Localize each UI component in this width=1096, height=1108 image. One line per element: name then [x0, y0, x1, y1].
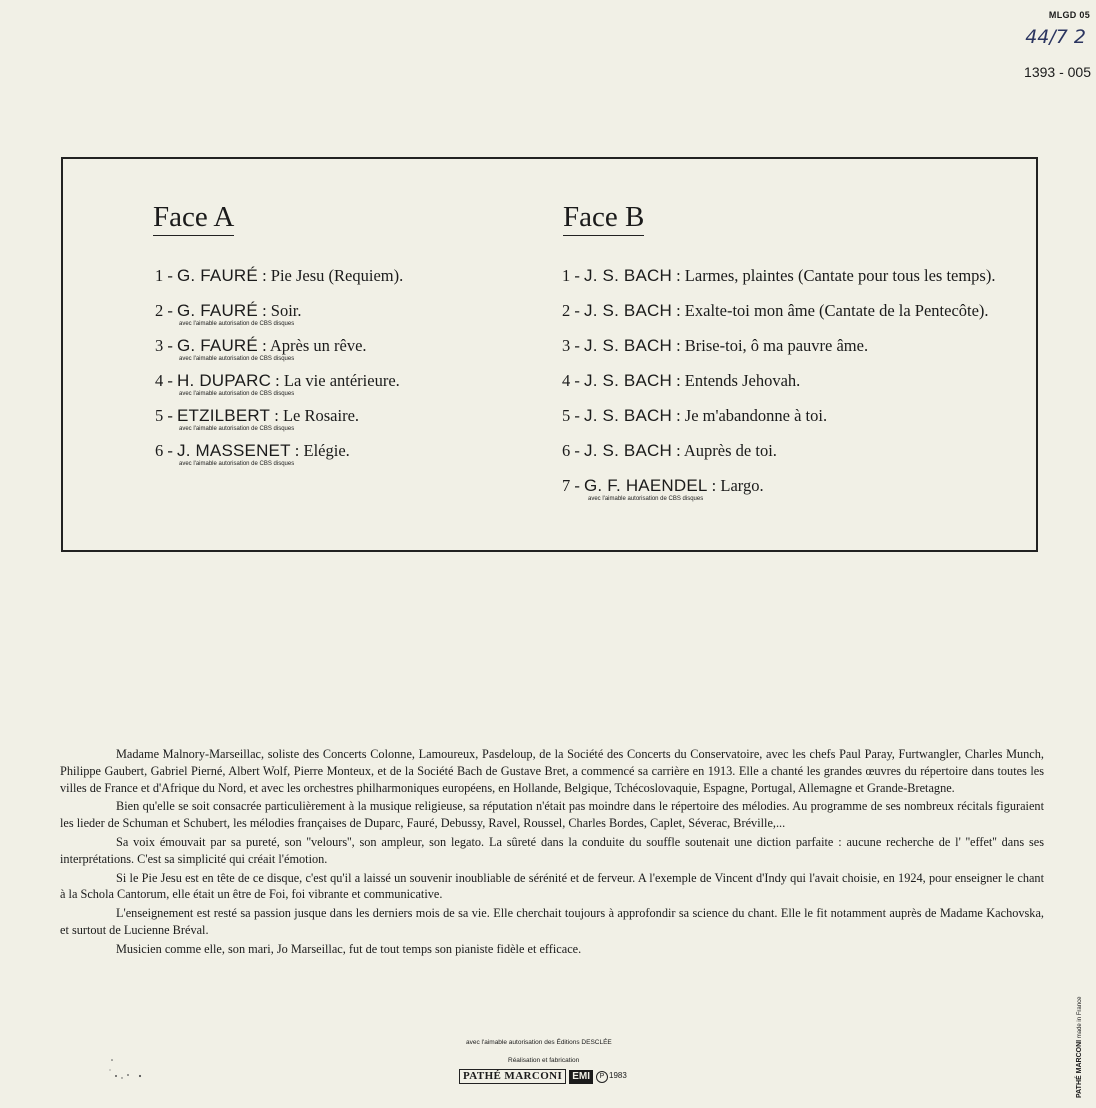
track-title: : La vie antérieure.	[275, 371, 400, 390]
biography-paragraph: Si le Pie Jesu est en tête de ce disque, c'est qu'il a laissé un souvenir inoubliable de sérénité et de ferveur. A l'exemple de Vincent d'Indy qui l'avait choisie, en 1924, pour enseigner le chant à la Schola Cantorum, elle était un être de Foi, foi vibrante et communicative.	[60, 870, 1044, 902]
track-title: : Larmes, plaintes (Cantate pour tous les temps).	[676, 266, 996, 285]
track-line	[155, 441, 403, 461]
track-line	[155, 371, 403, 391]
track-number: 3 -	[562, 336, 580, 355]
side-brand: PATHÉ MARCONI	[1076, 1039, 1083, 1098]
biography-paragraph: Sa voix émouvait par sa pureté, son ''velours'', son ampleur, son legato. La sûreté dans la conduite du souffle soutenait une diction parfaite : aucune recherche de l' ''effet'' dans ses interprétations. C'est sa simplicité qui créait l'émotion.	[60, 834, 1044, 866]
face-a-title: Face A	[153, 202, 234, 236]
label-logos	[459, 1069, 627, 1084]
track-number: 4 -	[562, 371, 580, 390]
track-composer: H. DUPARC	[177, 371, 272, 390]
track-composer: J. S. BACH	[584, 301, 672, 320]
track-line	[562, 441, 995, 461]
track-item	[155, 336, 403, 371]
track-license-note: avec l'aimable autorisation de CBS disques	[179, 461, 295, 467]
track-composer: J. S. BACH	[584, 406, 672, 425]
biography-paragraph: Bien qu'elle se soit consacrée particulièrement à la musique religieuse, sa réputation n'était pas moindre dans le répertoire des mélodies. Au programme de ses nombreux récitals figuraient les lieder de Schuman et Schubert, les mélodies françaises de Duparc, Fauré, Debussy, Ravel, Roussel, Charles Bordes, Caplet, Séverac, Bréville,...	[60, 799, 1044, 831]
track-composer: G. FAURÉ	[177, 301, 258, 320]
track-composer: J. S. BACH	[584, 371, 672, 390]
biography-paragraph: L'enseignement est resté sa passion jusque dans les derniers mois de sa vie. Elle cherchait toujours à approfondir sa science du chant. Elle le fit notamment auprès de Madame Kachovska, et surtout de Lucienne Bréval.	[60, 906, 1044, 937]
face-b-tracklist	[562, 266, 995, 511]
year-text: 1983	[609, 1070, 627, 1080]
track-composer: J. MASSENET	[177, 441, 291, 460]
biography-paragraph: Musicien comme elle, son mari, Jo Marseillac, fut de tout temps son pianiste fidèle et efficace.	[116, 941, 582, 956]
biography-text	[60, 746, 1044, 960]
track-item	[562, 441, 995, 476]
track-item	[155, 266, 403, 301]
track-number: 5 -	[155, 406, 173, 425]
track-composer: G. F. HAENDEL	[584, 476, 708, 495]
handwritten-annotation: 44/7 2	[1025, 26, 1086, 48]
track-item	[562, 301, 995, 336]
emi-logo: EMI	[569, 1070, 593, 1084]
biography-paragraph: Madame Malnory-Marseillac, soliste des Concerts Colonne, Lamoureux, Pasdeloup, de la Société des Concerts du Conservatoire, avec les chefs Paul Paray, Furtwangler, Charles Munch, Philippe Gaubert, Gabriel Pierné, Albert Wolf, Pierre Monteux, et de la Société Bach de Gustave Bret, a commencé sa carrière en 1913. Elle a chanté les grandes œuvres du répertoire dans toutes les villes de France et d'Afrique du Nord, et avec les orchestres philharmoniques européens, en Hollande, Belgique, Tchécoslovaquie, Espagne, Portugal, Allemagne et Grande-Bretagne.	[60, 747, 1044, 795]
series-code: MLGD 05	[1048, 10, 1090, 20]
track-title: : Je m'abandonne à toi.	[676, 406, 828, 425]
credit-production: Réalisation et fabrication	[508, 1057, 580, 1064]
catalog-number: 1393 - 005	[1024, 64, 1091, 80]
track-title: : Entends Jehovah.	[676, 371, 801, 390]
track-item	[155, 441, 403, 476]
track-item	[562, 266, 995, 301]
phonogram-icon: P	[596, 1071, 608, 1083]
track-item	[562, 406, 995, 441]
track-composer: J. S. BACH	[584, 336, 672, 355]
track-number: 7 -	[562, 476, 580, 495]
track-line	[562, 476, 995, 496]
track-number: 2 -	[562, 301, 580, 320]
track-line	[562, 406, 995, 426]
face-a-tracklist	[155, 266, 403, 476]
track-number: 1 -	[562, 266, 580, 285]
track-title: : Elégie.	[294, 441, 350, 460]
track-title: : Exalte-toi mon âme (Cantate de la Pentecôte).	[676, 301, 989, 320]
track-item	[562, 371, 995, 406]
track-composer: ETZILBERT	[177, 406, 271, 425]
track-item	[562, 476, 995, 511]
track-composer: J. S. BACH	[584, 266, 672, 285]
track-license-note: avec l'aimable autorisation de CBS disques	[179, 321, 295, 327]
track-composer: J. S. BACH	[584, 441, 672, 460]
track-title: : Pie Jesu (Requiem).	[262, 266, 404, 285]
track-line	[155, 301, 403, 321]
track-title: : Soir.	[262, 301, 302, 320]
track-line	[562, 266, 995, 286]
track-item	[155, 406, 403, 441]
track-title: : Largo.	[711, 476, 764, 495]
phonogram-year	[596, 1071, 627, 1083]
track-number: 5 -	[562, 406, 580, 425]
track-item	[155, 371, 403, 406]
track-license-note: avec l'aimable autorisation de CBS disques	[179, 391, 295, 397]
track-license-note: avec l'aimable autorisation de CBS disques	[179, 426, 295, 432]
track-line	[562, 301, 995, 321]
track-title: : Le Rosaire.	[274, 406, 360, 425]
track-number: 3 -	[155, 336, 173, 355]
track-number: 2 -	[155, 301, 173, 320]
track-line	[155, 266, 403, 286]
face-b-title: Face B	[563, 202, 644, 236]
pathe-marconi-logo: PATHÉ MARCONI	[459, 1069, 566, 1084]
side-country: made in France	[1077, 996, 1083, 1039]
print-specks-decoration	[106, 1056, 146, 1086]
track-item	[562, 336, 995, 371]
credit-editions: avec l'aimable autorisation des Éditions DESCLÉE	[466, 1039, 612, 1046]
track-number: 6 -	[562, 441, 580, 460]
track-line	[562, 371, 995, 391]
track-number: 6 -	[155, 441, 173, 460]
track-line	[155, 406, 403, 426]
track-license-note: avec l'aimable autorisation de CBS disques	[179, 356, 295, 362]
track-license-note: avec l'aimable autorisation de CBS disques	[588, 496, 704, 502]
tracklist-box	[61, 157, 1038, 552]
track-title: : Après un rêve.	[262, 336, 367, 355]
track-line	[562, 336, 995, 356]
track-number: 1 -	[155, 266, 173, 285]
track-title: : Auprès de toi.	[676, 441, 777, 460]
track-composer: G. FAURÉ	[177, 336, 258, 355]
track-item	[155, 301, 403, 336]
side-imprint	[1076, 988, 1083, 1098]
track-composer: G. FAURÉ	[177, 266, 258, 285]
track-line	[155, 336, 403, 356]
track-number: 4 -	[155, 371, 173, 390]
track-title: : Brise-toi, ô ma pauvre âme.	[676, 336, 869, 355]
